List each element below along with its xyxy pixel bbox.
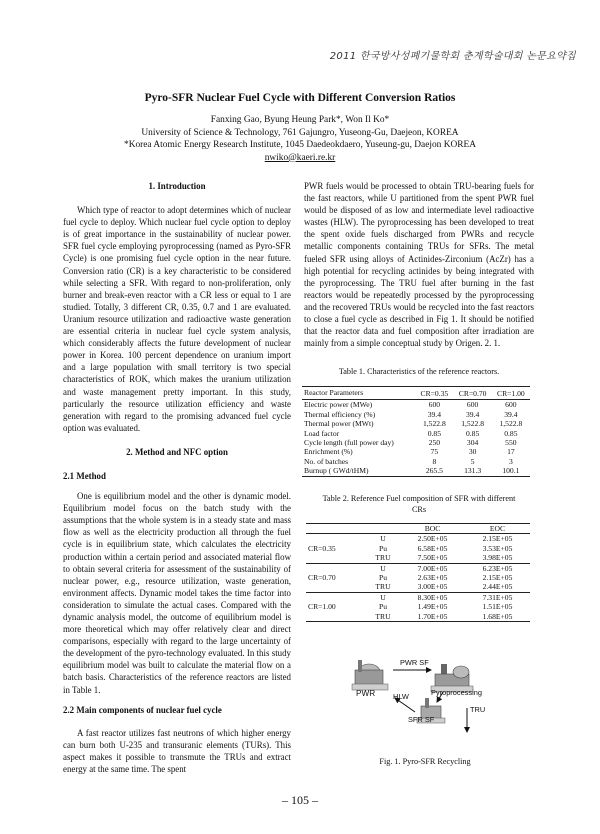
paper-title: Pyro-SFR Nuclear Fuel Cycle with Different Conversion Ratios: [144, 92, 456, 104]
table2-caption-line2: CRs: [411, 504, 427, 514]
affiliation-1: University of Science & Technology, 761 Gajungro, Yuseong-Gu, Daejeon, KOREA: [141, 127, 459, 138]
right-column: [304, 180, 534, 349]
table2-body: [306, 534, 530, 622]
table2-cell: 2.15E+05: [482, 534, 513, 544]
table2-row: [306, 612, 530, 622]
table1-cell: 30: [468, 447, 477, 457]
affiliation-2: *Korea Atomic Energy Research Institute, 1045 Daedeokdaero, Yuseung-gu, Daejon KOREA: [124, 140, 476, 150]
table1-cell: 1,522.8: [499, 419, 523, 429]
table2-row: [306, 563, 530, 573]
table2-cell: 3.98E+05: [482, 553, 513, 563]
table2-cell: 2.15E+05: [482, 573, 513, 583]
table1-cell: Load factor: [304, 428, 340, 438]
author-names: Fanxing Gao, Byung Heung Park*, Won Il Ko*: [210, 115, 390, 125]
table1-cell: 75: [430, 447, 439, 457]
table1-caption: Table 1. Characteristics of the reference reactors.: [338, 367, 500, 376]
table1-row: [302, 419, 530, 428]
right-column-paragraph: PWR fuels would be processed to obtain TRU-bearing fuels for the fast reactors, while U partitioned from the spent PWR fuel would be disposed of as low and intermediate level radioactive wastes (HLW). The pyroprocessing has been developed to treat the spent oxide fuels discharged from PWRs and recycle metallic components containing TRUs for SFRs. The metal fueled SFR using alloys of Actinides-Zirconium (AcZr) has a high potential for recycling actinides by being integrated with the pyroprocessing. The TRU fuel after burning in the fast reactors would be repeatedly processed by the pyroprocessing and the recovered TRUs would be recycled into the fast reactors to close a fuel cycle as described in Fig 1. It should be notified that the reactor data and fuel composition after irradiation are mainly from a simple conceptual study by Origen. 2. 1.: [304, 181, 534, 349]
table1-cell: 550: [505, 438, 517, 448]
table2-caption: [304, 494, 534, 515]
table2-row: [306, 553, 530, 563]
table2-cell: 2.44E+05: [482, 582, 513, 592]
section-introduction-heading: 1. Introduction: [148, 181, 206, 191]
table1-cell: Burnup ( GWd/tHM): [304, 466, 369, 476]
section-method-heading: 2. Method and NFC option: [126, 446, 228, 457]
table2-cell: 6.23E+05: [482, 563, 513, 573]
table1-cell: 304: [466, 438, 479, 448]
method-paragraph: One is equilibrium model and the other is dynamic model. Equilibrium model focus on the batch study with the assumptions that the whole system is in a steady state and mass flow as well as the electricity production all through the fuel cycle is in equilibrium state, which calculates the electricity production within a certain period and associated material flow to obtain several criteria for assessment of the sustainability of nuclear power, e.g., resource utilization, waste generation, environment affects. Dynamic model takes the time factor into consideration to simulate the actual cases. Compared with the dynamic analysis model, the outcome of equilibrium model is more theoretical which may offer relatively clear and direct comparisons, especially with regard to the large uncertainty of the development of the pyro-technology evaluated. In this study equilibrium model was built to calculate the material flow on a batch basis. Characteristics of the reference reactors are listed in Table 1.: [63, 491, 291, 695]
table1-cell: 5: [470, 456, 475, 466]
introduction-paragraph: Which type of reactor to adopt determines which of nuclear fuel cycle to deploy. Which nuclear fuel cycle option to deploy is of great importance in the sustainability of nuclear power. SFR fuel cycle employing pyroprocessing (named as Pyro-SFR Cycle) is one promising fuel cycle option in the near future. Conversion ratio (CR) is a key characteristic to be considered while selecting a SFR. With regard to non-proliferation, only burner and break-even reactor with a CR less or equal to 1 are studied. Totally, 3 different CR, 0.35, 0.7 and 1 are evaluated. Uranium resource utilization and radioactive waste generation are essential criteria in nuclear fuel cycle system analysis, which considerably affects the future development of nuclear power in Korea. 100 percent dependence on uranium import and a large population with small territory is two special characteristics of ROK, which makes the uranium utilization and waste management pretty important. In this study, particularly the resource utilization efficiency and waste generation with regard to the promising advanced fuel cycle option was evaluated.: [63, 205, 291, 433]
table2-cell: 1.51E+05: [482, 602, 513, 612]
figure1-label-pwr: PWR: [356, 689, 376, 698]
table2-row: [306, 602, 530, 611]
figure1-label-pwr-sf: PWR SF: [400, 658, 429, 667]
table1-cell: 0.85: [504, 428, 518, 438]
table1-cell: 0.85: [427, 428, 441, 438]
table2-row: [306, 544, 530, 553]
subsection-components-heading: 2.2 Main components of nuclear fuel cycle: [63, 704, 222, 715]
table1-cell: 39.4: [504, 409, 518, 419]
table1-row: [302, 466, 530, 476]
table1-row: [302, 447, 530, 456]
table1-cell: 600: [466, 400, 479, 410]
table1-cell: 1,522.8: [461, 419, 484, 429]
table1-cell: 17: [507, 447, 515, 457]
table1-cell: 250: [428, 438, 441, 448]
table2-cell: 7.50E+05: [417, 553, 448, 563]
table2-row: [306, 573, 530, 582]
table1-body: [302, 400, 530, 476]
table2-cell: TRU: [375, 582, 391, 592]
table1-cell: 265.5: [425, 466, 443, 476]
table2-header-cell: BOC: [424, 524, 441, 533]
table1-cell: Electric power (MWe): [304, 400, 373, 410]
author-email[interactable]: nwiko@kaeri.re.kr: [264, 152, 336, 163]
table2-header-cell: EOC: [489, 524, 506, 533]
table2-cell: U: [380, 592, 386, 602]
table2-header-row: [306, 524, 530, 534]
table2-cell: Pu: [378, 543, 388, 553]
table2: [306, 523, 530, 622]
table1-header-cell: Reactor Parameters: [304, 388, 364, 397]
pwr-plant-icon: [352, 660, 388, 690]
figure1-label-tru: TRU: [470, 705, 486, 714]
table1-cell: Enrichment (%): [304, 447, 353, 457]
conference-header: 2011 한국방사성폐기물학회 춘계학술대회 논문요약집: [329, 51, 576, 62]
table1-cell: No. of batches: [304, 456, 349, 466]
table1-cell: Thermal power (MWt): [304, 419, 374, 429]
table1-cell: 131.3: [464, 466, 482, 476]
table2-cell: 2.50E+05: [417, 534, 448, 544]
table1-cell: 39.4: [427, 409, 441, 419]
table2-cell: 7.31E+05: [482, 592, 513, 602]
table1-cell: 100.1: [502, 466, 520, 476]
table2-cell: [306, 534, 366, 544]
table2-cell: U: [380, 534, 386, 544]
table2-cell: 1.70E+05: [417, 611, 448, 621]
table1-cell: 1,522.8: [422, 419, 446, 429]
figure1-caption: Fig. 1. Pyro-SFR Recycling: [379, 757, 471, 766]
table1-row: [302, 400, 530, 410]
table1-header-cell: CR=0.35: [420, 388, 449, 398]
components-paragraph: A fast reactor utilizes fast neutrons of which higher energy can burn both U-235 and transuranic elements (TURs). This aspect makes it possible to transmute the TRUs and extract energy at the same time. The spent: [63, 727, 291, 775]
table2-cell: CR=1.00: [308, 602, 336, 612]
table2-row: [306, 592, 530, 602]
table2-cell: [306, 592, 366, 602]
table2-cell: 1.49E+05: [417, 602, 448, 612]
table1-row: [302, 410, 530, 419]
figure1-label-pyroprocessing: Pyroprocessing: [431, 688, 482, 697]
table2-cell: 3.00E+05: [417, 582, 448, 592]
table2-cell: Pu: [378, 602, 388, 612]
table1-row: [302, 429, 530, 438]
figure1-label-hlw: HLW: [393, 692, 409, 701]
left-column: [63, 180, 291, 775]
table2-cell: Pu: [378, 573, 388, 583]
table1-cell: 600: [505, 400, 517, 410]
table1-cell: Thermal efficiency (%): [304, 409, 376, 419]
figure1-label-sfr-sf: SFR SF: [408, 715, 435, 724]
table1: [302, 386, 530, 477]
table2-header-cell: [306, 524, 366, 534]
table2-cell: U: [380, 563, 386, 573]
table1-cell: Cycle length (full power day): [304, 438, 394, 448]
table2-cell: [306, 582, 366, 592]
table2-cell: TRU: [375, 611, 391, 621]
table1-cell: 8: [432, 456, 437, 466]
table2-cell: TRU: [375, 553, 391, 563]
table2-cell: CR=0.70: [308, 573, 336, 583]
table2-cell: [306, 612, 366, 622]
table2-cell: 1.68E+05: [482, 611, 513, 621]
table2-cell: [306, 553, 366, 563]
table1-cell: 3: [508, 456, 513, 466]
table2-cell: 2.63E+05: [417, 573, 448, 583]
table2-cell: 6.58E+05: [417, 543, 448, 553]
table2-cell: 8.30E+05: [417, 592, 448, 602]
table2-row: [306, 582, 530, 592]
page-number: – 105 –: [282, 793, 318, 807]
table2-cell: [306, 563, 366, 573]
table1-header-cell: CR=0.70: [458, 388, 487, 398]
table2-caption-line1: Table 2. Reference Fuel composition of SFR with different: [322, 494, 516, 503]
table2-cell: CR=0.35: [308, 543, 336, 553]
table2-row: [306, 534, 530, 544]
table2-cell: 7.00E+05: [417, 563, 448, 573]
table1-row: [302, 438, 530, 447]
table1-header-cell: CR=1.00: [497, 388, 525, 398]
table1-row: [302, 457, 530, 466]
table1-cell: 0.85: [465, 428, 480, 438]
table1-cell: 600: [428, 400, 441, 410]
author-block: [0, 114, 600, 164]
table1-header-row: [302, 387, 530, 400]
table2-header-cell: [366, 524, 400, 534]
table1-cell: 39.4: [465, 409, 480, 419]
subsection-method-heading: 2.1 Method: [63, 470, 106, 481]
table2-cell: 3.53E+05: [482, 543, 513, 553]
